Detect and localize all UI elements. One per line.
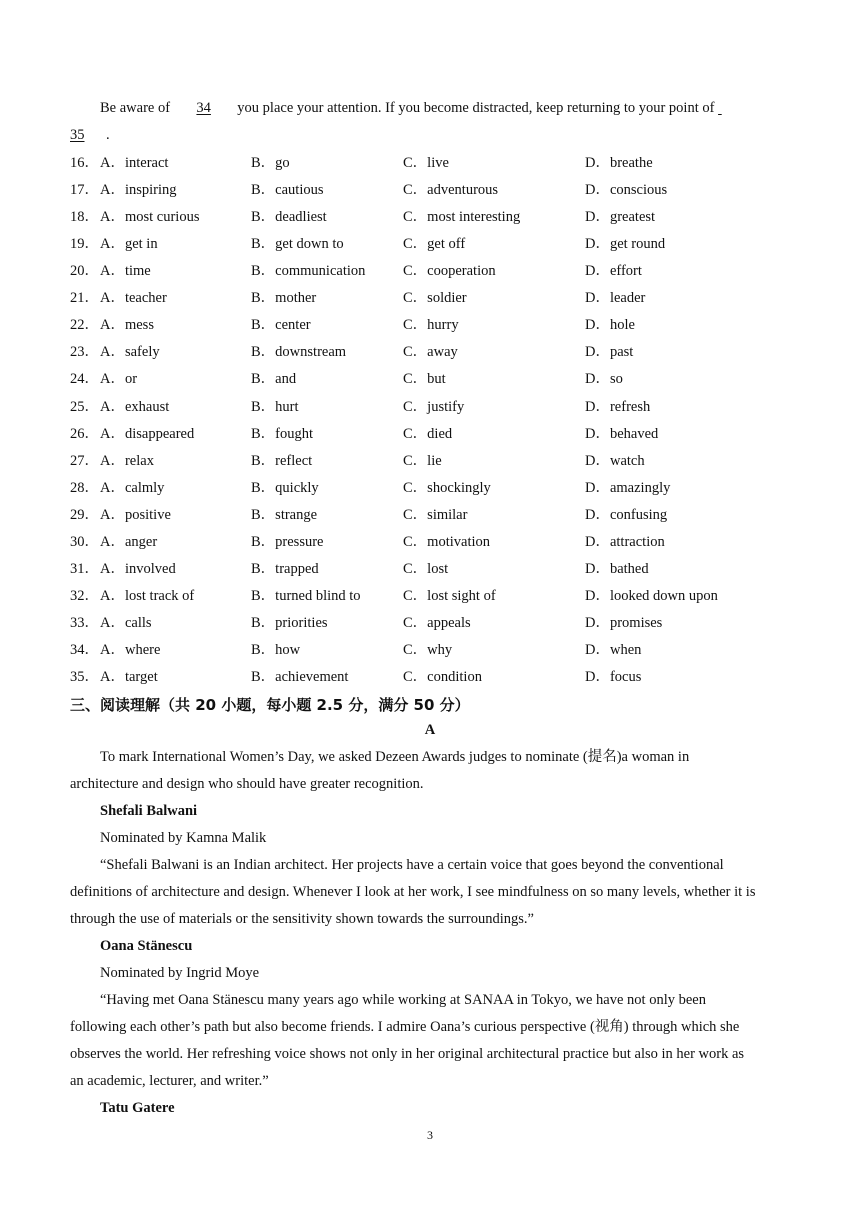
option-d: D．past (585, 344, 634, 361)
question-number: 34． (70, 641, 99, 658)
option-c: C．motivation (403, 533, 490, 550)
question-number: 30． (70, 533, 99, 550)
option-d: D．get round (585, 236, 666, 253)
option-d: D．confusing (585, 506, 668, 523)
quote-line: “Having met Oana Stänescu many years ago while working at SANAA in Tokyo, we have not only been (100, 992, 706, 1008)
option-a: A．lost track of (100, 587, 195, 604)
option-b: B．mother (251, 290, 317, 307)
option-b: B．hurt (251, 398, 299, 415)
question-row (70, 315, 790, 335)
option-c: C．live (403, 155, 449, 171)
option-c: C．appeals (403, 614, 471, 631)
option-a: A．relax (100, 452, 154, 469)
nominee-name: Shefali Balwani (100, 803, 198, 819)
question-number: 25． (70, 398, 99, 415)
option-b: B．turned blind to (251, 587, 361, 604)
question-row (70, 505, 790, 525)
option-b: B．downstream (251, 344, 347, 361)
blank-underline (718, 99, 742, 117)
question-row (70, 424, 790, 444)
blank-35: 35 (70, 127, 85, 143)
option-d: D．hole (585, 317, 635, 334)
nominated-by: Nominated by Kamna Malik (100, 830, 267, 846)
option-a: A．anger (100, 533, 158, 550)
question-number: 32． (70, 587, 99, 604)
option-a: A．inspiring (100, 182, 177, 199)
question-number: 26． (70, 425, 99, 442)
passage-intro-line-2: architecture and design who should have greater recognition. (70, 776, 424, 792)
question-number: 31． (70, 560, 99, 577)
option-c: C．condition (403, 669, 482, 685)
question-number: 29． (70, 506, 99, 523)
question-number: 33． (70, 614, 99, 631)
question-number: 22． (70, 317, 99, 334)
option-a: A．teacher (100, 290, 167, 307)
option-d: D．behaved (585, 425, 659, 442)
option-b: B．trapped (251, 560, 319, 577)
question-row (70, 667, 790, 687)
question-row (70, 369, 790, 389)
option-b: B．priorities (251, 614, 328, 631)
option-c: C．but (403, 371, 446, 388)
question-number: 17． (70, 182, 99, 199)
option-b: B．deadliest (251, 209, 327, 226)
question-row (70, 478, 790, 498)
option-b: B．fought (251, 425, 314, 442)
nominated-by: Nominated by Ingrid Moye (100, 965, 260, 981)
question-number: 28． (70, 479, 99, 496)
option-a: A．disappeared (100, 425, 195, 442)
question-row (70, 451, 790, 471)
option-b: B．reflect (251, 452, 313, 469)
question-row (70, 586, 790, 606)
option-c: C．lost (403, 560, 449, 577)
question-number: 21． (70, 290, 99, 307)
option-a: A．calls (100, 614, 152, 631)
quote-line: an academic, lecturer, and writer.” (70, 1073, 269, 1089)
option-b: B．pressure (251, 533, 324, 550)
nominee-name: Tatu Gatere (100, 1100, 175, 1116)
intro-line-1 (100, 99, 742, 117)
option-c: C．get off (403, 236, 466, 253)
intro-text: you place your attention. If you become distracted, keep returning to your point of (233, 100, 719, 116)
option-b: B．how (251, 641, 301, 658)
option-c: C．hurry (403, 317, 459, 334)
option-b: B．quickly (251, 479, 319, 496)
quote-line: “Shefali Balwani is an Indian architect. Her projects have a certain voice that goes beyond the conventional (100, 857, 724, 873)
question-number: 20． (70, 263, 99, 280)
option-c: C．lie (403, 452, 442, 469)
option-a: A．involved (100, 560, 176, 577)
question-row (70, 180, 790, 200)
intro-text: Be aware of (100, 100, 174, 116)
question-row (70, 559, 790, 579)
question-number: 24． (70, 371, 99, 388)
question-number: 16． (70, 155, 99, 171)
option-c: C．adventurous (403, 182, 499, 199)
option-d: D．leader (585, 290, 646, 307)
option-c: C．shockingly (403, 479, 491, 496)
quote-line: through the use of materials or the sensitivity shown towards the surroundings.” (70, 911, 534, 927)
question-row (70, 288, 790, 308)
option-b: B．communication (251, 263, 366, 280)
option-d: D．amazingly (585, 479, 671, 496)
option-c: C．why (403, 641, 453, 658)
question-row (70, 261, 790, 281)
option-d: D．attraction (585, 533, 665, 550)
option-a: A．or (100, 371, 138, 388)
question-row (70, 342, 790, 362)
quote-line: following each other’s path but also become friends. I admire Oana’s curious perspective (视角) through which she (70, 1019, 740, 1035)
option-b: B．go (251, 155, 290, 171)
option-a: A．positive (100, 506, 171, 523)
question-row (70, 640, 790, 660)
option-c: C．soldier (403, 290, 467, 307)
option-d: D．refresh (585, 398, 651, 415)
question-row (70, 153, 790, 173)
option-c: C．away (403, 344, 458, 361)
page-number: 3 (427, 1128, 433, 1142)
option-c: C．died (403, 425, 453, 442)
option-b: B．and (251, 371, 297, 388)
question-number: 27． (70, 452, 99, 469)
option-b: B．achievement (251, 669, 349, 685)
question-row (70, 234, 790, 254)
question-row (70, 613, 790, 633)
section-title: 三、阅读理解（共 20 小题，每小题 2.5 分，满分 50 分） (70, 696, 470, 714)
option-d: D．bathed (585, 560, 649, 577)
option-a: A．exhaust (100, 398, 170, 415)
question-row (70, 397, 790, 417)
option-d: D．conscious (585, 182, 668, 199)
option-a: A．interact (100, 155, 169, 171)
quote-line: definitions of architecture and design. Whenever I look at her work, I see mindfulness on so many levels, whether it is (70, 884, 756, 900)
option-d: D．greatest (585, 209, 656, 226)
option-c: C．similar (403, 506, 468, 523)
question-number: 35． (70, 669, 99, 685)
question-row (70, 207, 790, 227)
option-a: A．most curious (100, 209, 200, 226)
option-a: A．target (100, 669, 158, 685)
option-d: D．effort (585, 263, 642, 280)
option-d: D．breathe (585, 155, 653, 171)
option-d: D．watch (585, 452, 645, 469)
option-c: C．lost sight of (403, 587, 496, 604)
question-number: 18． (70, 209, 99, 226)
option-b: B．strange (251, 506, 318, 523)
option-d: D．so (585, 371, 623, 388)
question-number: 23． (70, 344, 99, 361)
option-b: B．center (251, 317, 311, 334)
option-c: C．cooperation (403, 263, 496, 280)
option-a: A．calmly (100, 479, 165, 496)
question-number: 19． (70, 236, 99, 253)
option-a: A．get in (100, 236, 158, 253)
part-title: A (424, 722, 436, 738)
option-d: D．looked down upon (585, 587, 718, 604)
passage-intro-line-1: To mark International Women’s Day, we asked Dezeen Awards judges to nominate (提名)a woman in (100, 749, 690, 765)
option-c: C．most interesting (403, 209, 521, 226)
blank-34: 34 (196, 100, 211, 116)
option-a: A．where (100, 641, 161, 658)
quote-line: observes the world. Her refreshing voice shows not only in her original architectural practice but also in her work as (70, 1046, 745, 1062)
option-d: D．focus (585, 669, 642, 685)
option-c: C．justify (403, 398, 465, 415)
option-d: D．when (585, 641, 642, 658)
option-b: B．get down to (251, 236, 344, 253)
intro-text: . (106, 127, 110, 143)
nominee-name: Oana Stänescu (100, 938, 193, 954)
option-a: A．mess (100, 317, 154, 334)
option-a: A．time (100, 263, 151, 280)
intro-line-2 (70, 126, 110, 144)
question-row (70, 532, 790, 552)
option-d: D．promises (585, 614, 663, 631)
option-a: A．safely (100, 344, 160, 361)
option-b: B．cautious (251, 182, 324, 199)
